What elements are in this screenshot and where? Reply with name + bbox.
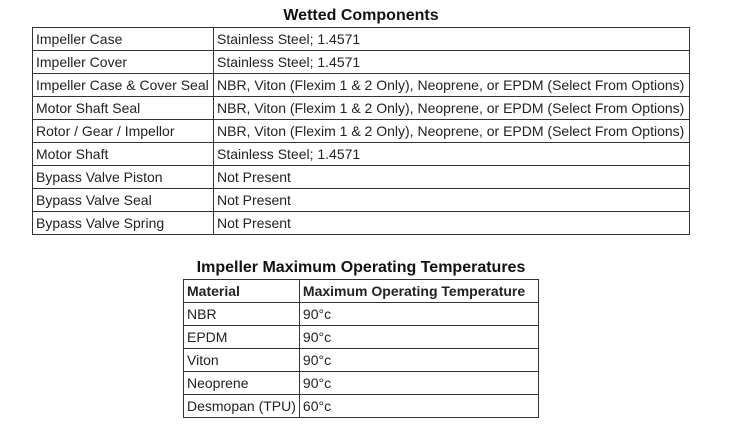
material-cell: Desmopan (TPU) (184, 395, 300, 418)
table-row (184, 372, 539, 395)
max-temp-cell: 90°c (299, 303, 538, 326)
table-row (184, 326, 539, 349)
material-cell: Not Present (214, 212, 690, 235)
component-cell: Impeller Case (33, 28, 214, 51)
table-row (33, 51, 690, 74)
table-row (33, 189, 690, 212)
table-row (184, 395, 539, 418)
temperatures-table (183, 279, 539, 418)
material-cell: NBR, Viton (Flexim 1 & 2 Only), Neoprene, or EPDM (Select From Options) (214, 97, 690, 120)
max-temp-cell: 60°c (299, 395, 538, 418)
material-cell: EPDM (184, 326, 300, 349)
max-temp-cell: 90°c (299, 326, 538, 349)
material-cell: NBR (184, 303, 300, 326)
temperatures-title: Impeller Maximum Operating Temperatures (196, 259, 526, 276)
material-cell: Stainless Steel; 1.4571 (214, 28, 690, 51)
table-row (33, 74, 690, 97)
material-cell: NBR, Viton (Flexim 1 & 2 Only), Neoprene, or EPDM (Select From Options) (214, 74, 690, 97)
max-temp-header: Maximum Operating Temperature (299, 280, 538, 303)
component-cell: Impeller Case & Cover Seal (33, 74, 214, 97)
material-cell: Neoprene (184, 372, 300, 395)
material-cell: Viton (184, 349, 300, 372)
table-row (33, 28, 690, 51)
material-cell: NBR, Viton (Flexim 1 & 2 Only), Neoprene, or EPDM (Select From Options) (214, 120, 690, 143)
table-row (33, 143, 690, 166)
material-cell: Not Present (214, 166, 690, 189)
wetted-components-title: Wetted Components (283, 7, 439, 24)
component-cell: Rotor / Gear / Impellor (33, 120, 214, 143)
table-row (33, 97, 690, 120)
component-cell: Bypass Valve Piston (33, 166, 214, 189)
table-row (184, 303, 539, 326)
material-cell: Not Present (214, 189, 690, 212)
table-row (33, 166, 690, 189)
component-cell: Impeller Cover (33, 51, 214, 74)
component-cell: Motor Shaft (33, 143, 214, 166)
material-cell: Stainless Steel; 1.4571 (214, 143, 690, 166)
table-row (184, 349, 539, 372)
material-cell: Stainless Steel; 1.4571 (214, 51, 690, 74)
material-header: Material (184, 280, 300, 303)
component-cell: Motor Shaft Seal (33, 97, 214, 120)
max-temp-cell: 90°c (299, 372, 538, 395)
component-cell: Bypass Valve Seal (33, 189, 214, 212)
table-row (33, 212, 690, 235)
table-row (33, 120, 690, 143)
wetted-components-table (32, 27, 690, 235)
component-cell: Bypass Valve Spring (33, 212, 214, 235)
header-row (184, 280, 539, 303)
max-temp-cell: 90°c (299, 349, 538, 372)
